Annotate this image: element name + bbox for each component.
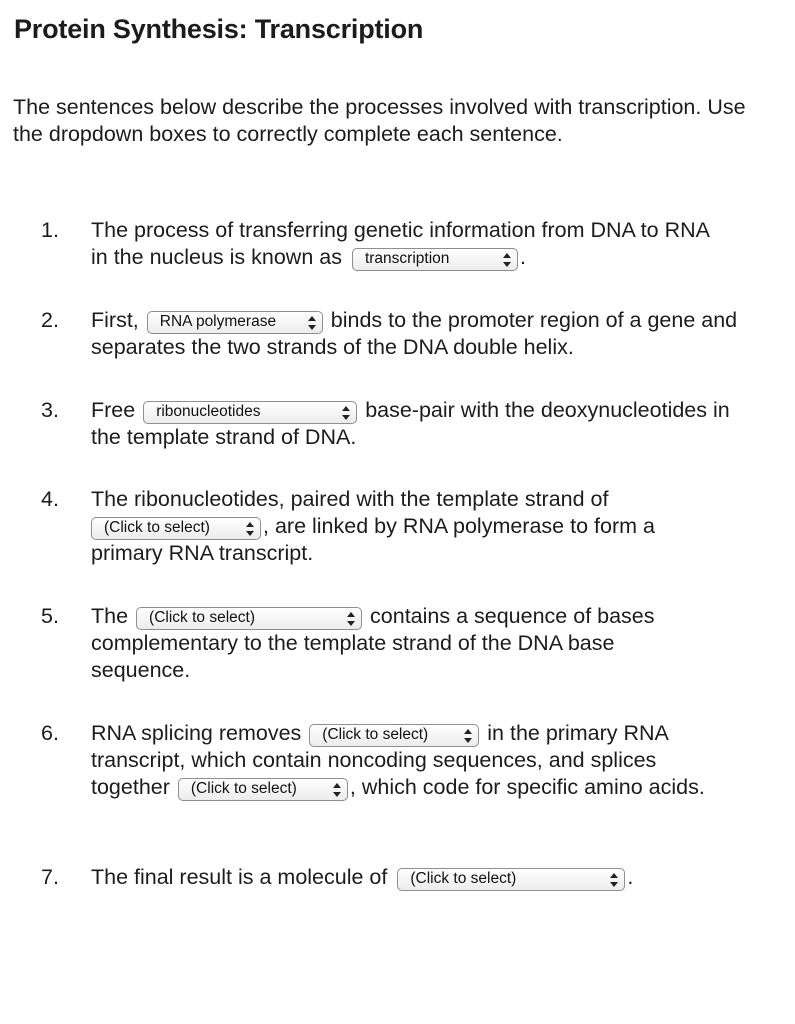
sentence-text: Free: [91, 398, 136, 422]
sentence-text: , which code for specific amino acids.: [349, 775, 705, 799]
question-number: 2.: [41, 308, 59, 332]
sentence-text: .: [519, 245, 526, 269]
sentence-text: in the primary RNA transcript, which contain noncoding sequences, and splices together: [91, 721, 668, 799]
sentence-text: The process of transferring genetic information from DNA to RNA in the nucleus is known as: [91, 218, 709, 269]
dropdown-arrows-icon: [308, 316, 316, 330]
sentence-text: .: [627, 865, 634, 889]
sentence-text: The: [91, 604, 129, 628]
answer-dropdown-2[interactable]: [147, 311, 323, 334]
dropdown-value: (Click to select): [190, 780, 297, 797]
sentence-text: The final result is a molecule of: [91, 865, 388, 889]
dropdown-arrows-icon: [503, 253, 511, 267]
answer-dropdown-7[interactable]: [397, 868, 625, 891]
dropdown-arrows-icon: [333, 783, 341, 797]
dropdown-value: transcription: [364, 250, 450, 267]
answer-dropdown-3[interactable]: [143, 401, 357, 424]
dropdown-value: RNA polymerase: [159, 313, 277, 330]
dropdown-value: (Click to select): [104, 519, 210, 536]
answer-dropdown-6a[interactable]: [309, 724, 479, 747]
answer-dropdown-6b[interactable]: [178, 778, 348, 801]
sentence-text: RNA splicing removes: [91, 721, 302, 745]
dropdown-value: (Click to select): [322, 726, 429, 743]
sentence-text: The ribonucleotides, paired with the template strand of: [91, 487, 609, 511]
dropdown-arrows-icon: [464, 729, 472, 743]
dropdown-arrows-icon: [246, 522, 254, 536]
dropdown-arrows-icon: [347, 612, 355, 626]
dropdown-value: (Click to select): [410, 870, 517, 887]
sentence-text: base-pair with the deoxynucleotides in the template strand of DNA.: [91, 398, 730, 449]
dropdown-arrows-icon: [610, 873, 618, 887]
question-number: 4.: [41, 487, 59, 511]
question-number: 3.: [41, 398, 59, 422]
dropdown-arrows-icon: [342, 406, 350, 420]
question-number: 5.: [41, 604, 59, 628]
sentence-text: contains a sequence of bases complementary to the template strand of the DNA base sequence.: [91, 604, 655, 682]
page-title: Protein Synthesis: Transcription: [14, 14, 424, 44]
question-number: 1.: [41, 218, 59, 242]
answer-dropdown-4[interactable]: [91, 517, 261, 540]
question-number: 6.: [41, 721, 59, 745]
sentence-text: binds to the promoter region of a gene and separates the two strands of the DNA double helix.: [91, 308, 738, 359]
dropdown-value: ribonucleotides: [156, 403, 261, 420]
answer-dropdown-5[interactable]: [136, 607, 362, 630]
dropdown-value: (Click to select): [149, 609, 255, 626]
intro-text: The sentences below describe the processes involved with transcription. Use the dropdown boxes to correctly complete each sentence.: [13, 95, 746, 146]
sentence-text: , are linked by RNA polymerase to form a primary RNA transcript.: [91, 514, 655, 565]
question-number: 7.: [41, 865, 59, 889]
sentence-text: First,: [91, 308, 139, 332]
answer-dropdown-1[interactable]: [352, 248, 518, 271]
